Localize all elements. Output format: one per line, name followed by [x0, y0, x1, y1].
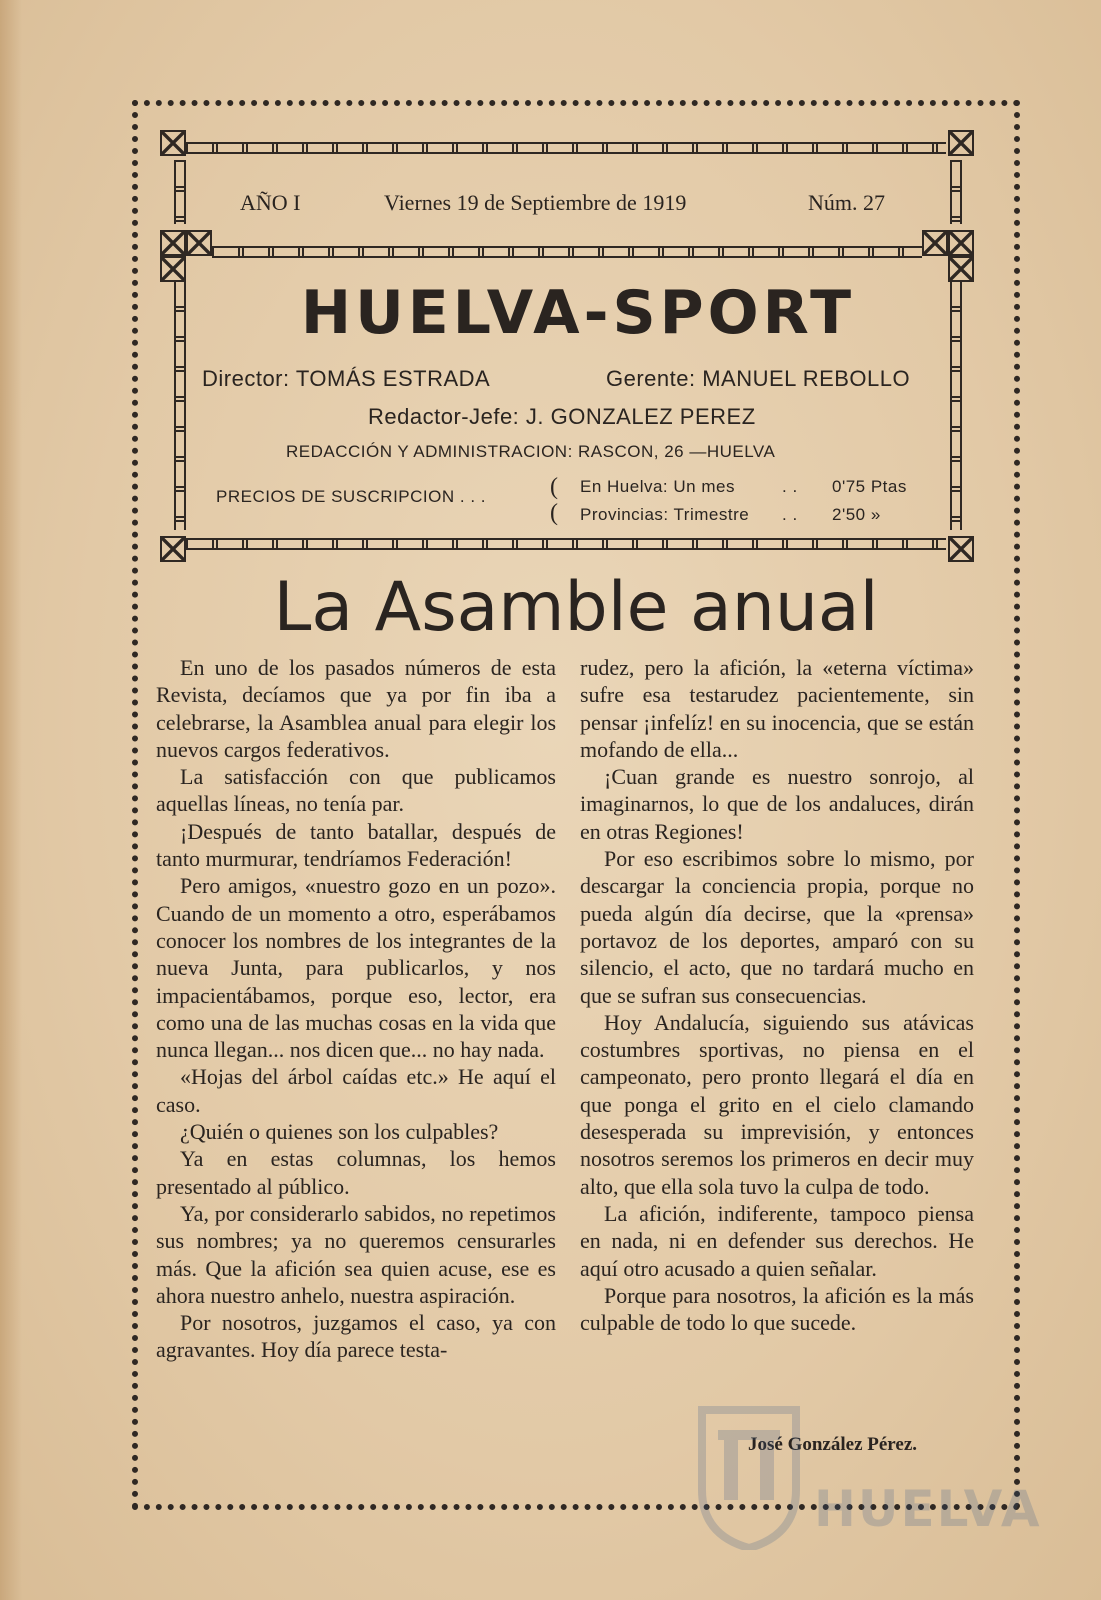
ornament-left-upper — [174, 160, 186, 224]
article-paragraph: Por eso escribimos sobre lo mismo, por descargar la conciencia propia, porque no pueda algún día decirse, que la «prensa» portavoz de los deportes, amparó con su silencio, el acto, que no tardará mucho en que se sufran sus consecuencias. — [580, 846, 974, 1008]
article-column-2 — [580, 654, 974, 1336]
article-paragraph: Hoy Andalucía, siguiendo sus atávicas costumbres sportivas, no piensa en el campeonato, pero pronto llegará el día en que ponga el grito en el cielo clamando desesperada su imprevisión, y entonces nosotros seremos los primeros en decir muy alto, que ella sola tuvo la culpa de todo. — [580, 1009, 974, 1199]
watermark-text: HUELVA — [814, 1480, 1042, 1538]
subscription-line1-place: En Huelva: Un mes — [580, 477, 735, 496]
article-paragraph: ¡Después de tanto batallar, después de tanto murmurar, tendríamos Federación! — [156, 818, 556, 872]
article-paragraph: ¿Quién o quienes son los culpables? — [180, 1119, 499, 1145]
subscription-brace: ( — [550, 474, 558, 500]
staff-manager: Gerente: MANUEL REBOLLO — [606, 366, 911, 391]
library-watermark — [690, 1400, 1042, 1560]
ornament-right-upper — [950, 160, 962, 224]
article-paragraph: Ya, por considerarlo sabidos, no repetimos sus nombres; ya no queremos censurarles más. Que la afición sea quien acuse, ese es ahora nuestro anhelo, nuestra aspiración. — [156, 1200, 556, 1308]
article-headline: La Asamble anual — [273, 568, 879, 647]
article-column-1 — [156, 654, 556, 1364]
ornament-corner-icon — [948, 130, 974, 156]
subscription-line2-dots: . . — [782, 505, 798, 524]
article-paragraph: ¡Cuan grande es nuestro sonrojo, al imaginarnos, lo que de los andaluces, dirán en otras Regiones! — [580, 764, 974, 844]
article-signature: José González Pérez. — [748, 1434, 917, 1455]
staff-director: Director: TOMÁS ESTRADA — [202, 366, 491, 391]
subscription-line1-price: 0'75 Ptas — [832, 477, 907, 496]
article-paragraph: «Hojas del árbol caídas etc.» He aquí el caso. — [156, 1064, 556, 1117]
staff-address: REDACCIÓN Y ADMINISTRACION: RASCON, 26 —HUELVA — [286, 442, 776, 461]
staff-chief-editor: Redactor-Jefe: J. GONZALEZ PEREZ — [368, 404, 756, 429]
paper-edge-shadow — [0, 0, 22, 1600]
article-paragraph: Pero amigos, «nuestro gozo en un pozo». Cuando de un momento a otro, esperábamos conocer los nombres de los integrantes de la nueva Junta, para publicarlos, y nos impacientábamos, porque eso, lector, era como una de las muchas cosas en la vida que nunca llegan... nos dicen que... no hay nada. — [156, 873, 556, 1063]
article-paragraph: Ya en estas columnas, los hemos presentado al público. — [156, 1146, 556, 1199]
ornament-top — [186, 142, 946, 154]
issue-date: Viernes 19 de Septiembre de 1919 — [384, 190, 687, 215]
ornament-corner-icon — [160, 130, 186, 156]
article-paragraph: rudez, pero la afición, la «eterna víctima» sufre esa testarudez pacientemente, sin pensar ¡infelíz! en su inocencia, que se están mofando de ella... — [580, 655, 974, 762]
article-paragraph: La afición, indiferente, tampoco piensa en nada, ni en defender sus derechos. He aquí otro acusado a quien señalar. — [580, 1200, 974, 1281]
ornament-corner-icon — [160, 230, 186, 256]
ornament-corner-icon — [948, 536, 974, 562]
article-paragraph: En uno de los pasados números de esta Revista, decíamos que ya por fin iba a celebrarse, la Asamblea anual para elegir los nuevos cargos federativos. — [156, 655, 556, 762]
ornament-divider — [212, 246, 922, 258]
issue-year: AÑO I — [240, 190, 301, 215]
ornament-bottom — [186, 538, 946, 550]
issue-number: Núm. 27 — [808, 190, 885, 215]
article-paragraph: La satisfacción con que publicamos aquellas líneas, no tenía par. — [156, 764, 556, 817]
subscription-line2-place: Provincias: Trimestre — [580, 505, 750, 524]
ornament-corner-icon — [186, 230, 212, 256]
subscription-label: PRECIOS DE SUSCRIPCION . . . — [216, 487, 486, 506]
subscription-line2-price: 2'50 » — [832, 505, 881, 524]
article-paragraph: Porque para nosotros, la afición es la más culpable de todo lo que sucede. — [580, 1282, 974, 1336]
subscription-line1-dots: . . — [782, 477, 798, 496]
masthead-title: HUELVA-SPORT — [300, 278, 856, 348]
ornament-corner-icon — [160, 536, 186, 562]
subscription-brace: ( — [550, 500, 558, 526]
shield-icon — [694, 1400, 804, 1550]
ornament-corner-icon — [922, 230, 948, 256]
article-paragraph: Por nosotros, juzgamos el caso, ya con agravantes. Hoy día parece testa- — [156, 1310, 556, 1363]
ornament-corner-icon — [948, 230, 974, 256]
